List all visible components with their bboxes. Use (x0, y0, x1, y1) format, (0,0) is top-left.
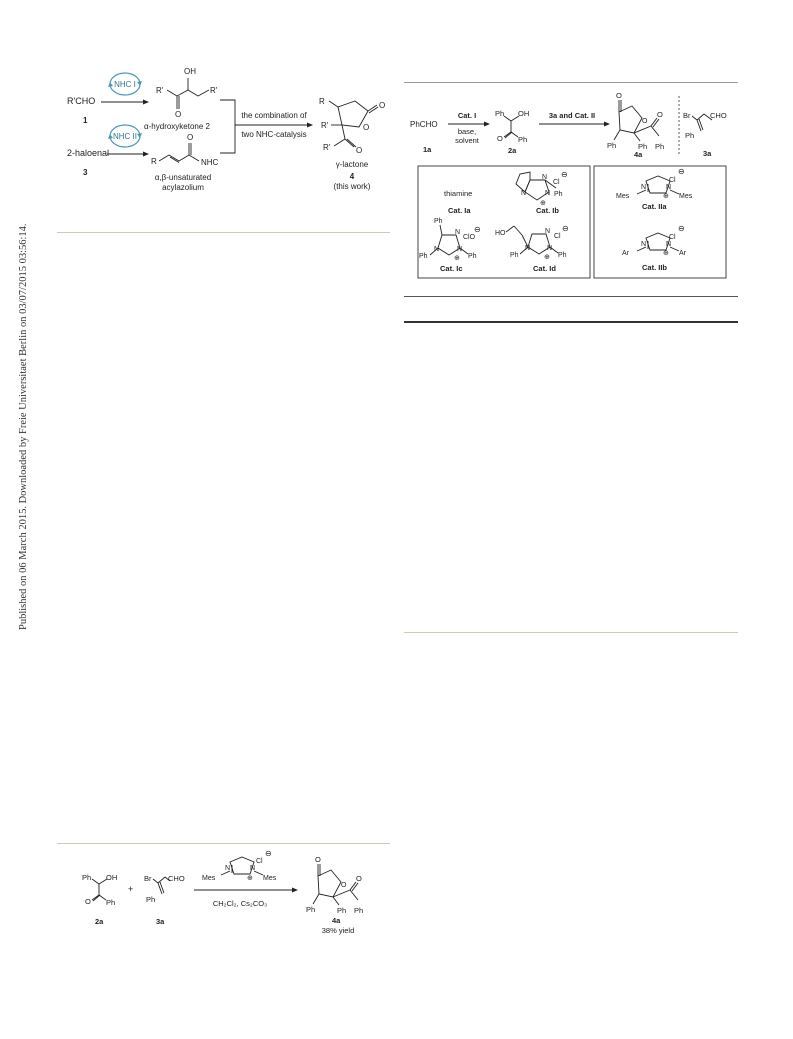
compound-4-label: 4 (349, 172, 355, 181)
lactone-ring-o: O (363, 123, 370, 132)
ketone-o-product: O (356, 146, 363, 155)
cat-iib-n1: N (641, 241, 647, 248)
download-notice-text: Published on 06 March 2015. Downloaded by Freie Universitaet Berlin on 03/07/2015 03:56:14. (18, 223, 29, 630)
lactone-structure (329, 101, 378, 147)
benzoin-o: O (497, 134, 503, 143)
cat-ia-label: Cat. Ia (448, 206, 471, 215)
cat-id-n3: N (547, 245, 553, 252)
thiamine-label: thiamine (444, 189, 473, 198)
s3-lactone-ph1: Ph (306, 905, 316, 914)
phcho-label: PhCHO (410, 120, 438, 129)
cat-ii-step-label: 3a and Cat. II (548, 111, 596, 120)
haloenal-label: 2-haloenal (67, 148, 110, 158)
cat-iib-ar-right: Ar (679, 250, 686, 257)
s3-bromoenal-br: Br (144, 874, 152, 883)
s3-lactone-o: O (315, 855, 321, 864)
base-label: base, (457, 127, 477, 136)
s3-cat-minus: ⊖ (265, 850, 272, 858)
cat-i-label: Cat. I (457, 111, 477, 120)
right-column-rule (404, 632, 738, 633)
cat-iia-n2: N (666, 184, 672, 191)
r-label-acylazolium: R (151, 157, 157, 166)
lactone-label: γ-lactone (335, 160, 369, 169)
s3-lactone-ph3: Ph (354, 906, 364, 915)
cat-ic-ph-left: Ph (419, 253, 428, 260)
r-prime-right: R' (210, 86, 218, 95)
s3-benzoin-ph-bottom: Ph (106, 898, 116, 907)
oh-label: OH (184, 67, 196, 76)
cat-iib-plus: ⊕ (663, 250, 669, 257)
s3-benzoin-o: O (85, 897, 91, 906)
cat-iia-mes-left: Mes (616, 193, 630, 200)
lactone-r-label: R (319, 97, 325, 106)
s3-bromoenal-cho: CHO (168, 874, 185, 883)
arrowhead-2 (143, 152, 149, 157)
lactone-4a-ring-o: O (642, 118, 648, 125)
cat-iia-plus: ⊕ (663, 193, 669, 200)
cat-id-cl: Cl (554, 233, 561, 240)
s3-compound-2a-label: 2a (95, 917, 104, 926)
s3-lactone-ring-o: O (341, 882, 347, 889)
s3-cat-n2: N (250, 865, 256, 872)
cat-ic-label: Cat. Ic (440, 264, 463, 273)
cat-ic-n1: N (455, 229, 461, 236)
lactone-4a-structure (614, 100, 659, 141)
compound-3a-label: 3a (703, 149, 712, 158)
acylazolium-structure (159, 143, 199, 163)
cat-iia-mes-right: Mes (679, 193, 693, 200)
ketone-o-label: O (175, 110, 182, 119)
nhc-i-cycle-icon (108, 73, 142, 95)
compound-1-label: 1 (83, 116, 88, 125)
s3-bromoenal-ph: Ph (146, 895, 156, 904)
r-prime-left: R' (156, 86, 164, 95)
cat-ic-plus: ⊕ (454, 255, 460, 262)
s3-lactone-structure (313, 864, 358, 905)
cat-id-ho: HO (495, 230, 506, 237)
cat-iib-minus: ⊖ (678, 224, 685, 233)
cat-id-n2: N (525, 245, 531, 252)
cat-ic-ph-right: Ph (468, 253, 477, 260)
scheme-3-top-rule (57, 843, 390, 844)
plus-sign: + (128, 884, 134, 894)
cat-iia-minus: ⊖ (678, 167, 685, 176)
hydroxyketone-label: α-hydroxyketone 2 (144, 122, 210, 131)
lactone-4a-o: O (616, 91, 622, 100)
s3-cat-mes-right: Mes (263, 875, 277, 882)
scheme-1-bottom-rule (57, 232, 390, 233)
cat-ic-n2: N (434, 246, 440, 253)
compound-2a-label: 2a (508, 146, 517, 155)
acyl-o-label: O (187, 133, 194, 142)
s3-cat-mes-left: Mes (202, 875, 216, 882)
lactone-r-prime-label: R' (321, 121, 329, 130)
s3-benzoin-ph-top: Ph (82, 873, 92, 882)
benzoin-2a-structure (92, 879, 107, 901)
solvent-label: solvent (455, 136, 479, 145)
s3-cat-n1: N (225, 865, 231, 872)
scheme-1 (55, 55, 395, 205)
cat-ic-clo4: ClO (463, 234, 476, 241)
s3-benzoin-oh: OH (106, 873, 118, 882)
cat-ii-box (594, 166, 726, 278)
s3-lactone-ketone-o: O (356, 874, 362, 883)
cat-ic-ph-top: Ph (434, 218, 443, 225)
aldehyde-label: R'CHO (67, 96, 96, 106)
combination-line1: the combination of (241, 111, 307, 120)
cat-ib-ph: Ph (554, 191, 563, 198)
cat-ib-n1: N (542, 174, 548, 181)
cat-id-n1: N (545, 228, 551, 235)
benzoin-ph-bottom: Ph (518, 135, 528, 144)
scheme-2-top-rule (404, 82, 738, 83)
compound-3-label: 3 (83, 168, 88, 177)
cat-ic-n3: N (457, 246, 463, 253)
lactone-4a-ph3: Ph (655, 142, 665, 151)
s3-cat-cl: Cl (256, 858, 263, 865)
s3-conditions: CH₂Cl₂, Cs₂CO₃ (212, 899, 268, 908)
cat-ib-minus: ⊖ (561, 170, 568, 179)
s3-yield: 38% yield (321, 926, 355, 935)
combination-bracket (220, 100, 235, 153)
cat-iia-n1: N (641, 184, 647, 191)
cat-ii-arrowhead (604, 122, 610, 127)
bromoenal-br: Br (683, 111, 691, 120)
cat-ib-cl: Cl (553, 179, 560, 186)
lactone-carbonyl-o: O (379, 101, 386, 110)
combination-line2: two NHC-catalysis (241, 130, 307, 139)
benzoin-oh: OH (518, 109, 530, 118)
table-top-rule (404, 321, 738, 323)
benzoin-structure (504, 116, 519, 138)
nhc-ii-label: NHC II (113, 132, 137, 141)
cat-ib-n3: N (545, 190, 551, 197)
bromoenal-structure (692, 114, 712, 131)
cat-iib-cl: Cl (669, 234, 676, 241)
s3-lactone-ph2: Ph (337, 906, 347, 915)
lactone-r-prime-bottom: R' (323, 143, 331, 152)
nhc-group-label: NHC (201, 158, 219, 167)
lactone-4a-ph1: Ph (607, 141, 617, 150)
nhc-i-label: NHC I (114, 80, 136, 89)
cat-iib-label: Cat. IIb (642, 263, 668, 272)
bromoenal-ph: Ph (685, 131, 695, 140)
lactone-4a-ph2: Ph (638, 142, 648, 151)
cat-id-plus: ⊕ (544, 254, 550, 261)
cat-id-minus: ⊖ (562, 224, 569, 233)
this-work-label: (this work) (333, 182, 371, 191)
arrowhead-1 (143, 100, 149, 105)
scheme-2 (404, 88, 740, 288)
cat-iia-label: Cat. IIa (642, 202, 667, 211)
compound-4a-label: 4a (634, 150, 643, 159)
nhc-ii-cycle-icon (108, 125, 142, 147)
download-notice (4, 210, 29, 630)
scheme-3 (70, 850, 390, 945)
cat-id-label: Cat. Id (533, 264, 556, 273)
combination-arrowhead (307, 123, 313, 128)
cat-iib-n2: N (666, 241, 672, 248)
cat-iia-cl: Cl (669, 177, 676, 184)
cat-ib-plus: ⊕ (540, 200, 546, 207)
cat-id-ph-left: Ph (510, 252, 519, 259)
acylazolium-line2: acylazolium (162, 183, 204, 192)
cat-id-ph-right: Ph (558, 252, 567, 259)
compound-1a-label: 1a (423, 145, 432, 154)
cat-ib-label: Cat. Ib (536, 206, 559, 215)
s3-arrowhead (292, 888, 298, 893)
bromoenal-cho: CHO (710, 111, 727, 120)
cat-i-box (418, 166, 590, 278)
scheme-2-bottom-rule (404, 296, 738, 297)
cat-ib-n2: N (521, 190, 527, 197)
lactone-4a-ketone-o: O (657, 110, 663, 119)
hydroxyketone-structure (167, 78, 209, 109)
cat-ic-minus: ⊖ (474, 225, 481, 234)
s3-compound-4a-label: 4a (332, 916, 341, 925)
cat-i-arrowhead (484, 122, 490, 127)
benzoin-ph-top: Ph (495, 109, 505, 118)
acylazolium-line1: α,β-unsaturated (154, 173, 212, 182)
s3-cat-plus: ⊕ (247, 875, 253, 882)
cat-iib-ar-left: Ar (622, 250, 629, 257)
s3-compound-3a-label: 3a (156, 917, 165, 926)
